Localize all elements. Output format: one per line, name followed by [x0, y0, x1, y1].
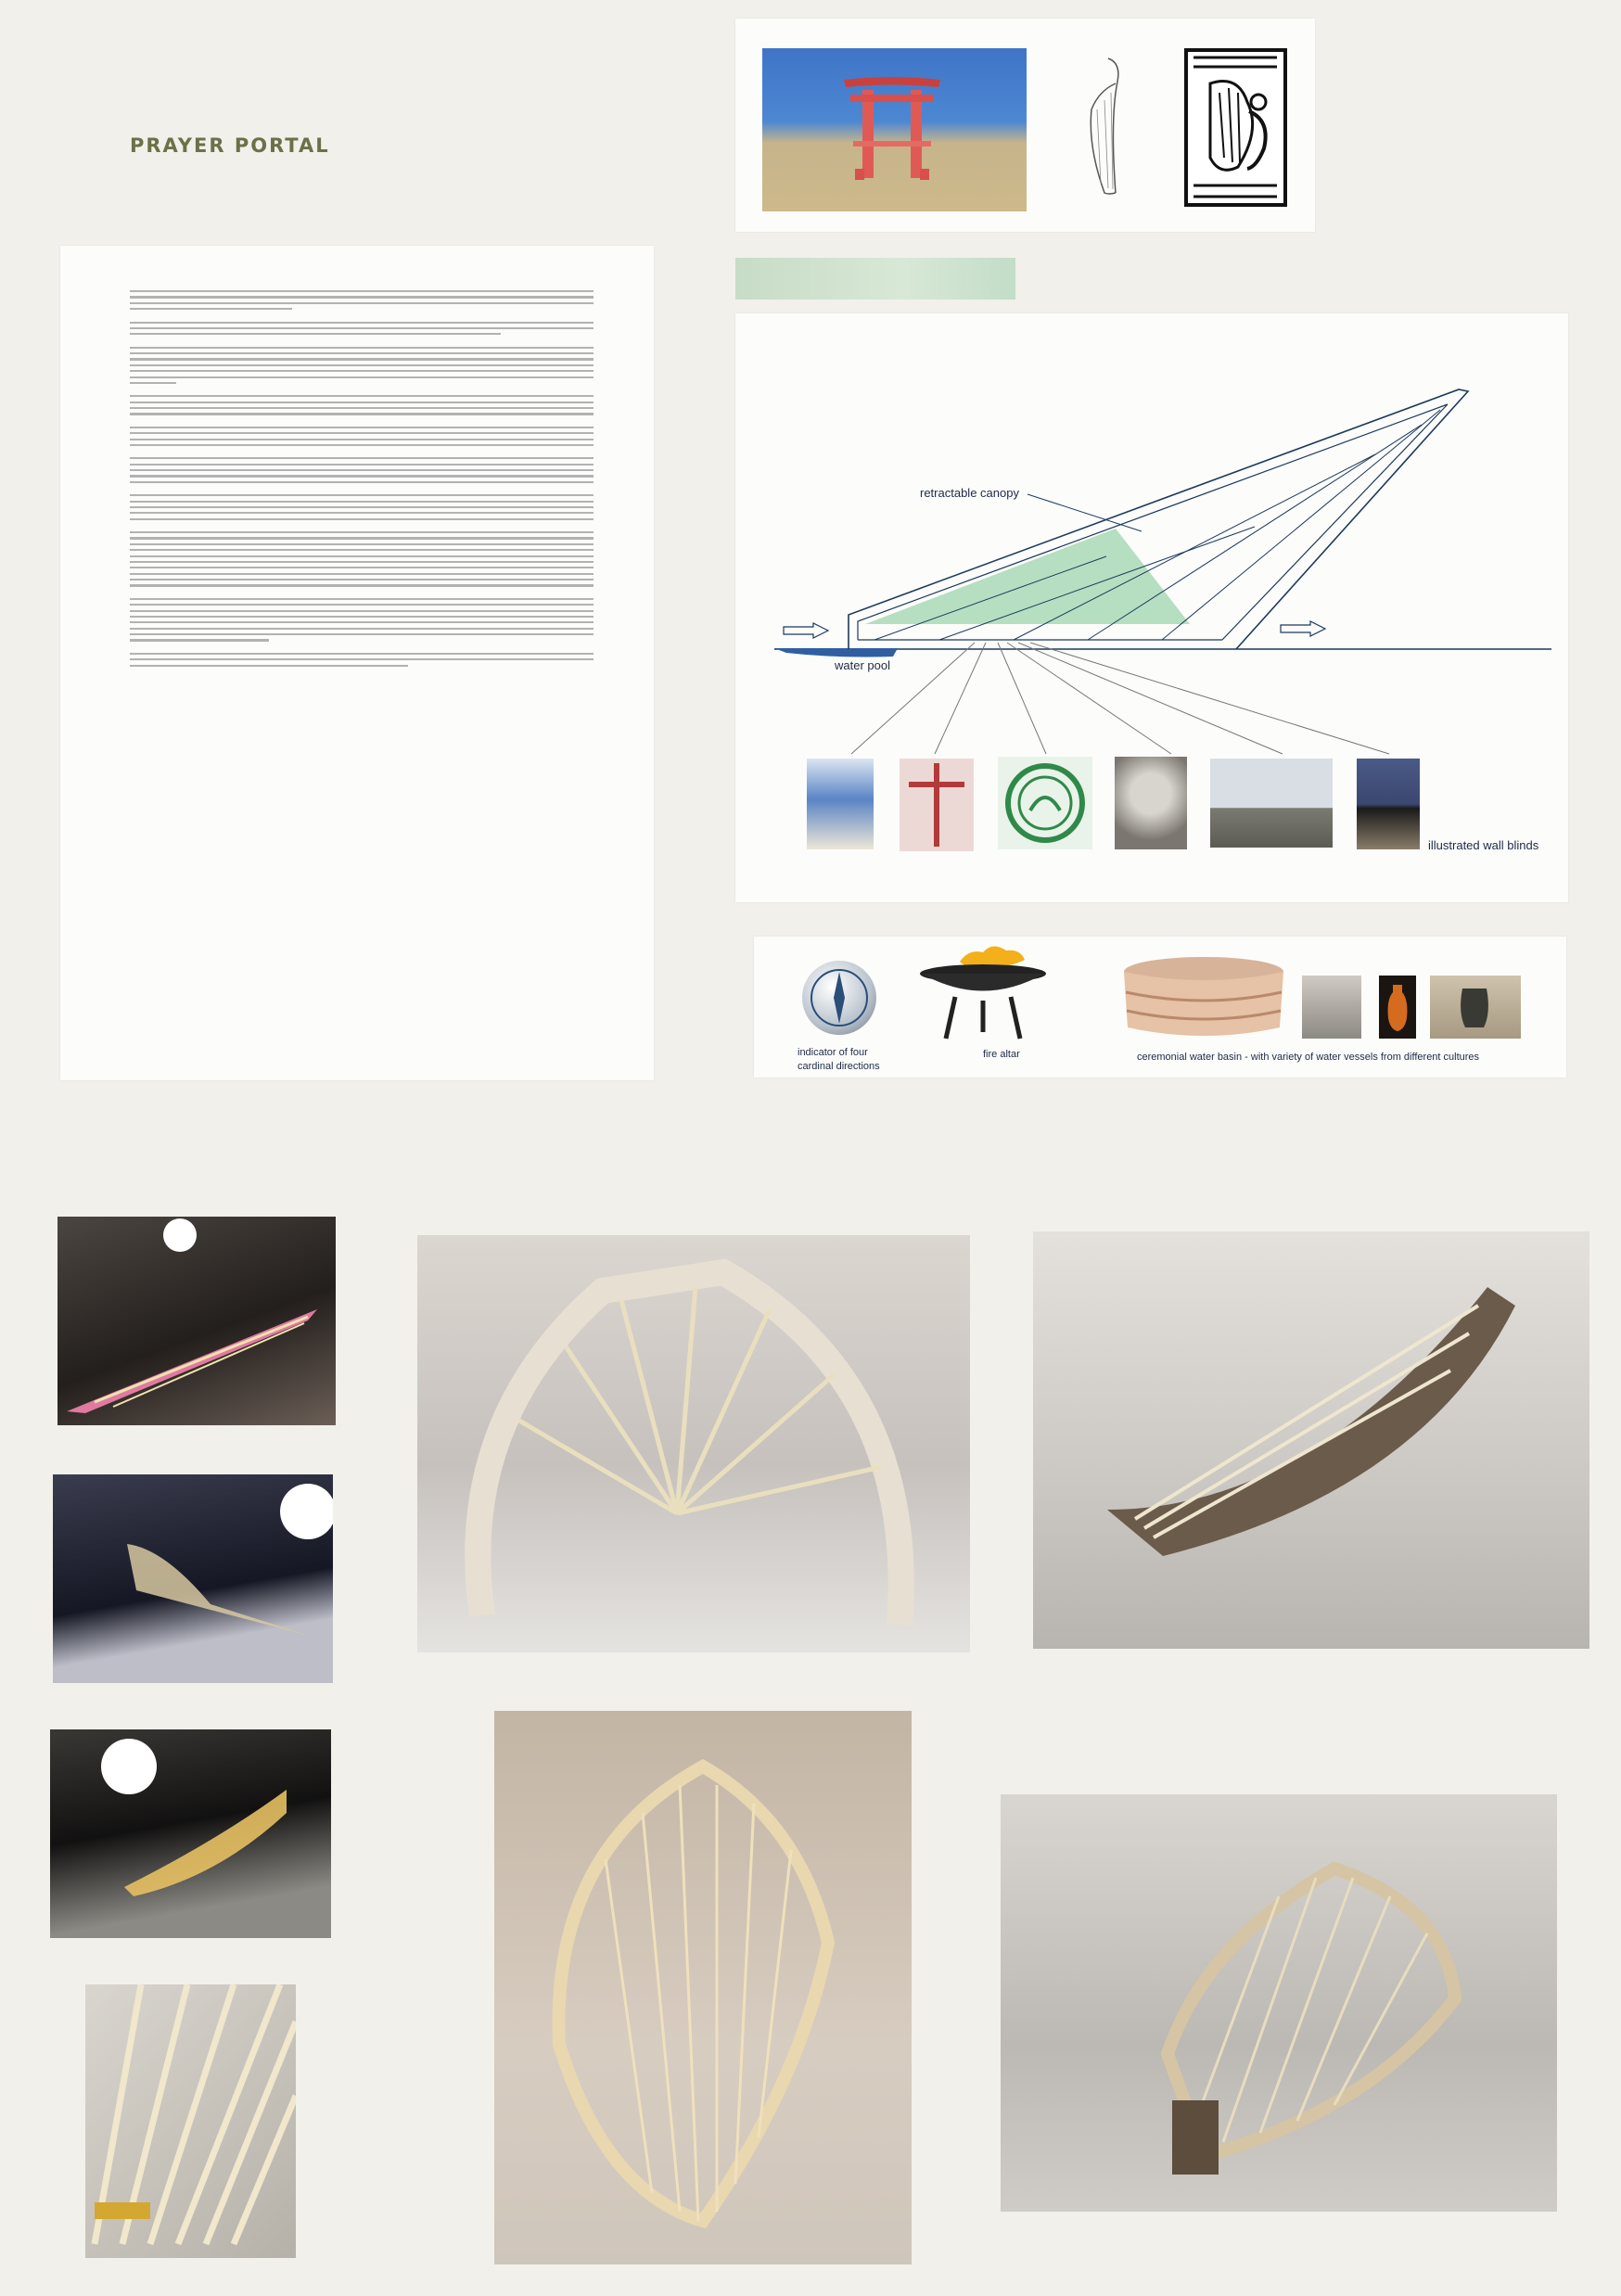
compass-label-line2: cardinal directions	[798, 1061, 880, 1072]
harp-sketch	[1080, 54, 1136, 202]
compass-label	[798, 1046, 880, 1074]
fire-altar-icon	[918, 941, 1048, 1043]
essay-text-block	[130, 290, 594, 670]
essay-sheet	[60, 246, 654, 1080]
green-photo-strip	[735, 258, 1015, 300]
blind-image-crucifix	[900, 759, 974, 851]
water-basin-icon	[1122, 955, 1285, 1046]
model-photo-small-4	[85, 1984, 296, 2258]
model-photo-small-1	[57, 1217, 336, 1425]
model-photo-small-3	[50, 1729, 331, 1938]
blind-image-buddha	[1115, 757, 1187, 849]
water-basin-label: ceremonial water basin - with variety of water vessels from different cultures	[1137, 1052, 1480, 1063]
blind-image-deity	[807, 759, 874, 849]
model-photo-small-2	[53, 1474, 333, 1683]
blind-image-calligraphy-seal	[998, 757, 1092, 849]
fire-altar-label: fire altar	[983, 1049, 1020, 1060]
model-photo-large-2	[1033, 1231, 1589, 1649]
canopy-label: retractable canopy	[920, 486, 1019, 500]
wall-blinds-label: illustrated wall blinds	[1428, 838, 1539, 852]
harp-relief-engraving	[1182, 46, 1289, 209]
blind-image-stonehenge	[1210, 759, 1333, 848]
vessel-photo-2	[1379, 976, 1416, 1039]
vessel-photo-1	[1302, 976, 1361, 1039]
page-title: PRAYER PORTAL	[130, 134, 330, 157]
model-photo-large-3	[494, 1711, 912, 2264]
model-photo-large-1	[417, 1235, 970, 1652]
blind-image-kaaba	[1357, 759, 1420, 849]
vessel-photo-3	[1430, 976, 1521, 1039]
water-pool-label: water pool	[835, 658, 890, 672]
model-photo-large-4	[1001, 1794, 1557, 2212]
torii-gate-photo	[762, 48, 1027, 211]
compass-label-line1: indicator of four	[798, 1047, 868, 1058]
compass-icon	[802, 961, 876, 1035]
